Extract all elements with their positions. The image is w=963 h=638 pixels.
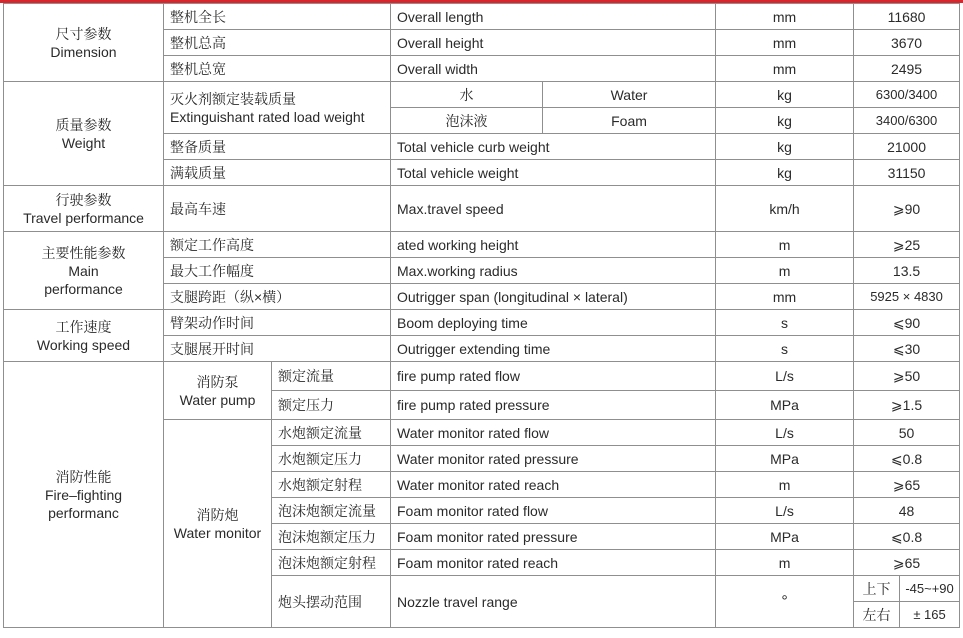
param-value: ⩾25 bbox=[854, 232, 960, 258]
param-unit: m bbox=[716, 232, 854, 258]
param-unit: L/s bbox=[716, 420, 854, 446]
param-unit: mm bbox=[716, 56, 854, 82]
param-en: Boom deploying time bbox=[391, 310, 716, 336]
param-unit: km/h bbox=[716, 186, 854, 232]
param-value: ⩾65 bbox=[854, 472, 960, 498]
param-value: 31150 bbox=[854, 160, 960, 186]
param-cn: 水炮额定射程 bbox=[272, 472, 391, 498]
param-value: 3670 bbox=[854, 30, 960, 56]
param-cn: 水炮额定压力 bbox=[272, 446, 391, 472]
table-row bbox=[4, 4, 960, 30]
param-cn: 支腿展开时间 bbox=[164, 336, 391, 362]
param-en: Outrigger extending time bbox=[391, 336, 716, 362]
param-unit: s bbox=[716, 310, 854, 336]
param-en: Water monitor rated pressure bbox=[391, 446, 716, 472]
param-unit: kg bbox=[716, 134, 854, 160]
param-unit: kg bbox=[716, 160, 854, 186]
nozzle-vertical-label: 上下 bbox=[854, 576, 900, 602]
param-en: Foam monitor rated flow bbox=[391, 498, 716, 524]
param-en: Water monitor rated flow bbox=[391, 420, 716, 446]
param-en: Max.working radius bbox=[391, 258, 716, 284]
param-value: ⩽0.8 bbox=[854, 446, 960, 472]
table-row bbox=[4, 186, 960, 232]
nozzle-horizontal-value: ± 165 bbox=[900, 602, 960, 628]
param-unit: m bbox=[716, 258, 854, 284]
param-value: 5925 × 4830 bbox=[854, 284, 960, 310]
param-cn: 满载质量 bbox=[164, 160, 391, 186]
param-value: 48 bbox=[854, 498, 960, 524]
category-dimension: 尺寸参数 Dimension bbox=[4, 4, 164, 82]
param-en: Max.travel speed bbox=[391, 186, 716, 232]
param-cn: 额定工作高度 bbox=[164, 232, 391, 258]
param-unit: mm bbox=[716, 30, 854, 56]
param-cn: 最大工作幅度 bbox=[164, 258, 391, 284]
param-unit: MPa bbox=[716, 524, 854, 550]
param-unit: s bbox=[716, 336, 854, 362]
param-unit: m bbox=[716, 550, 854, 576]
param-value: ⩽30 bbox=[854, 336, 960, 362]
param-en: fire pump rated pressure bbox=[391, 391, 716, 420]
param-value: 13.5 bbox=[854, 258, 960, 284]
param-value: 50 bbox=[854, 420, 960, 446]
param-en: Total vehicle weight bbox=[391, 160, 716, 186]
param-cn: 额定压力 bbox=[272, 391, 391, 420]
param-value: ⩾90 bbox=[854, 186, 960, 232]
water-en: Water bbox=[543, 82, 716, 108]
category-fire-fighting: 消防性能 Fire–fighting performanc bbox=[4, 362, 164, 628]
param-value: 3400/6300 bbox=[854, 108, 960, 134]
param-en: Foam monitor rated pressure bbox=[391, 524, 716, 550]
param-cn: 额定流量 bbox=[272, 362, 391, 391]
param-value: 2495 bbox=[854, 56, 960, 82]
param-value: ⩾1.5 bbox=[854, 391, 960, 420]
param-value: 11680 bbox=[854, 4, 960, 30]
param-en: Water monitor rated reach bbox=[391, 472, 716, 498]
param-en: Nozzle travel range bbox=[391, 576, 716, 628]
table-row bbox=[4, 82, 960, 108]
param-unit: MPa bbox=[716, 391, 854, 420]
agent-weight-label: 灭火剂额定装载质量 Extinguishant rated load weight bbox=[164, 82, 391, 134]
param-unit: m bbox=[716, 472, 854, 498]
param-en: Overall length bbox=[391, 4, 716, 30]
param-value: ⩽90 bbox=[854, 310, 960, 336]
subcategory-water-pump: 消防泵 Water pump bbox=[164, 362, 272, 420]
param-cn: 整备质量 bbox=[164, 134, 391, 160]
param-cn: 整机全长 bbox=[164, 4, 391, 30]
param-value: ⩾50 bbox=[854, 362, 960, 391]
param-en: Outrigger span (longitudinal × lateral) bbox=[391, 284, 716, 310]
param-cn: 整机总高 bbox=[164, 30, 391, 56]
param-en: Foam monitor rated reach bbox=[391, 550, 716, 576]
table-row bbox=[4, 362, 960, 391]
param-value: ⩽0.8 bbox=[854, 524, 960, 550]
param-en: Total vehicle curb weight bbox=[391, 134, 716, 160]
category-weight: 质量参数 Weight bbox=[4, 82, 164, 186]
param-en: Overall height bbox=[391, 30, 716, 56]
param-en: fire pump rated flow bbox=[391, 362, 716, 391]
table-row bbox=[4, 232, 960, 258]
param-value: 21000 bbox=[854, 134, 960, 160]
nozzle-vertical-value: -45~+90 bbox=[900, 576, 960, 602]
water-cn: 水 bbox=[391, 82, 543, 108]
param-cn: 最高车速 bbox=[164, 186, 391, 232]
param-value: 6300/3400 bbox=[854, 82, 960, 108]
nozzle-horizontal-label: 左右 bbox=[854, 602, 900, 628]
param-cn: 泡沫炮额定流量 bbox=[272, 498, 391, 524]
param-cn: 炮头摆动范围 bbox=[272, 576, 391, 628]
param-unit: kg bbox=[716, 108, 854, 134]
param-unit: L/s bbox=[716, 498, 854, 524]
foam-en: Foam bbox=[543, 108, 716, 134]
param-value: ⩾65 bbox=[854, 550, 960, 576]
subcategory-water-monitor: 消防炮 Water monitor bbox=[164, 420, 272, 628]
param-cn: 臂架动作时间 bbox=[164, 310, 391, 336]
param-cn: 水炮额定流量 bbox=[272, 420, 391, 446]
category-travel: 行驶参数 Travel performance bbox=[4, 186, 164, 232]
param-unit: L/s bbox=[716, 362, 854, 391]
param-unit: ° bbox=[716, 576, 854, 628]
param-en: Overall width bbox=[391, 56, 716, 82]
param-unit: mm bbox=[716, 284, 854, 310]
spec-table bbox=[3, 3, 960, 628]
param-en: ated working height bbox=[391, 232, 716, 258]
param-cn: 支腿跨距（纵×横） bbox=[164, 284, 391, 310]
param-unit: MPa bbox=[716, 446, 854, 472]
category-working-speed: 工作速度 Working speed bbox=[4, 310, 164, 362]
table-row bbox=[4, 310, 960, 336]
foam-cn: 泡沫液 bbox=[391, 108, 543, 134]
param-unit: mm bbox=[716, 4, 854, 30]
param-cn: 泡沫炮额定压力 bbox=[272, 524, 391, 550]
category-main-performance: 主要性能参数 Main performance bbox=[4, 232, 164, 310]
param-cn: 整机总宽 bbox=[164, 56, 391, 82]
param-unit: kg bbox=[716, 82, 854, 108]
param-cn: 泡沫炮额定射程 bbox=[272, 550, 391, 576]
